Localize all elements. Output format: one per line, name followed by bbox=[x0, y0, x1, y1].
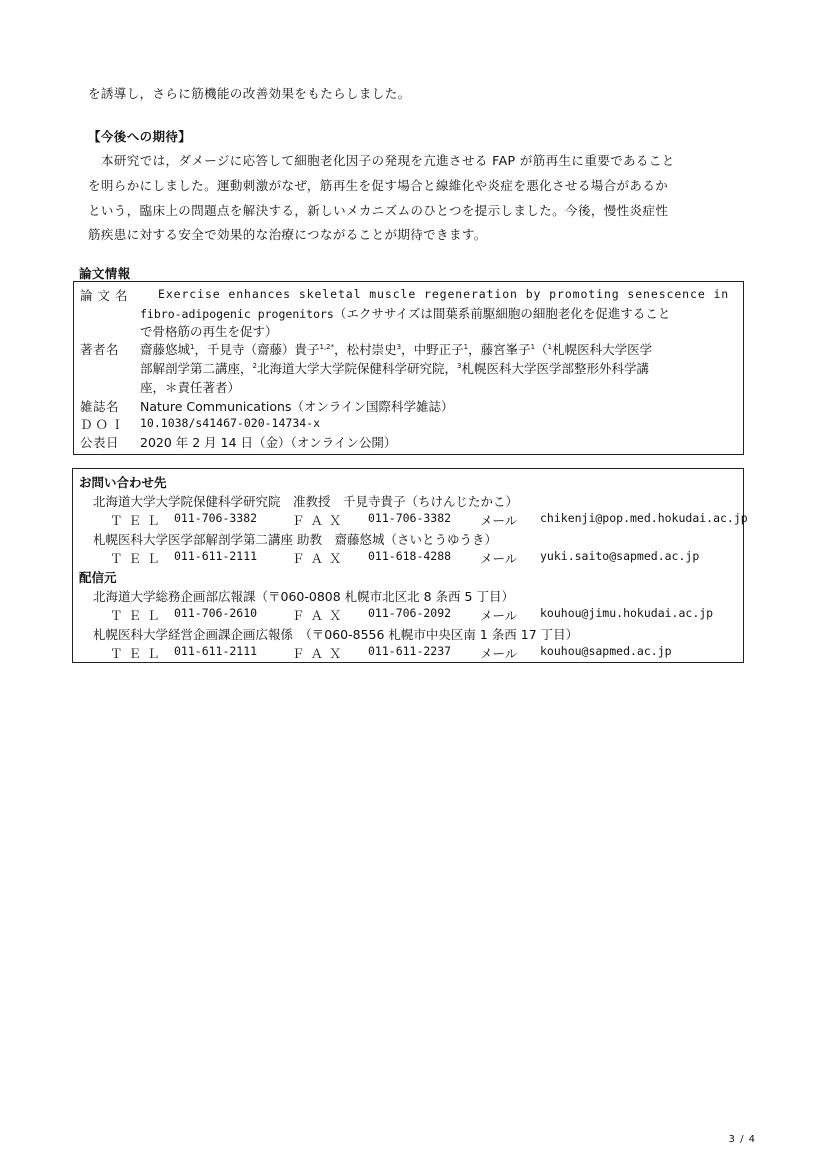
prospects-line: 筋疾患に対する安全で効果的な治療につながることが期待できます。 bbox=[88, 227, 487, 242]
prospects-line: という，臨床上の問題点を解決する，新しいメカニズムのひとつを提示しました。今後，慢性炎症性 bbox=[88, 203, 669, 218]
paper-info-box bbox=[73, 281, 744, 455]
authors-label: 著者名 bbox=[80, 342, 120, 357]
journal-value: Nature Communications（オンライン国際科学雑誌） bbox=[140, 399, 454, 414]
title-label: 論 文 名 bbox=[80, 288, 128, 303]
email-link[interactable]: kouhou@jimu.hokudai.ac.jp bbox=[540, 606, 714, 620]
authors-line-2: 部解剖学第二講座，$^2$北海道大学大学院保健科学研究院，$^3$札幌医科大学医学部整形外科学講 bbox=[140, 361, 649, 376]
title-line-1: Exercise enhances skeletal muscle regeneration by promoting senescence in bbox=[158, 287, 730, 301]
title-line-2: fibro-adipogenic progenitors（エクササイズは間葉系前駆細胞の細胞老化を促進すること bbox=[140, 306, 671, 321]
email-link[interactable]: chikenji@pop.med.hokudai.ac.jp bbox=[540, 511, 748, 525]
doi-label: ＤＯＩ bbox=[80, 417, 127, 432]
distribution-org-1: 北海道大学総務企画部広報課（〒060-0808 札幌市北区北 8 条西 5 丁目） bbox=[93, 589, 514, 604]
doi-value: 10.1038/s41467-020-14734-x bbox=[140, 416, 321, 430]
intro-tail-text: を誘導し，さらに筋機能の改善効果をもたらしました。 bbox=[88, 86, 411, 101]
distribution-heading: 配信元 bbox=[79, 570, 117, 585]
journal-label: 雑誌名 bbox=[80, 399, 120, 414]
prospects-heading: 【今後への期待】 bbox=[88, 129, 192, 144]
prospects-line: を明らかにしました。運動刺激がなぜ，筋再生を促す場合と線維化や炎症を悪化させる場合があるか bbox=[88, 178, 669, 193]
page-number: 3 / 4 bbox=[728, 1134, 756, 1145]
contact-box: お問い合わせ先 北海道大学大学院保健科学研究院 准教授 千見寺貴子（ちけんじたかこ） ＴＥＬ 011-706-3382 ＦＡＸ 011-706-3382 メール chikenji@pop.med.hokudai.ac.jp 札幌医科大学医学部解剖学第二講座 助教 齋藤悠城（さいとうゆうき） ＴＥＬ 011-611-2111 ＦＡＸ 011-618-4288 メール yuki.saito@sapmed.ac.jp 配信元 北海道大学総務企画部広報課（〒060-0808 札幌市北区北 8 条西 5 丁目） ＴＥＬ 011-706-2610 ＦＡＸ 011-706-2092 メール kouhou@jimu.hokudai.ac.jp 札幌医科大学経営企画課企画広報係 （〒060-8556 札幌市中央区南 1 条西 17 丁目） ＴＥＬ 011-611-2111 ＦＡＸ 011-611-2237 メール kouhou@sapmed.ac.jp bbox=[72, 468, 744, 663]
contact-person-1: 北海道大学大学院保健科学研究院 准教授 千見寺貴子（ちけんじたかこ） bbox=[93, 494, 519, 509]
contact-person-2: 札幌医科大学医学部解剖学第二講座 助教 齋藤悠城（さいとうゆうき） bbox=[93, 532, 497, 547]
authors-line-1: 齋藤悠城$^1$，千見寺（齋藤）貴子$^{1,2*}$，松村崇史$^3$，中野正子$^1$，藤宮峯子$^1$（$^1$札幌医科大学医学 bbox=[140, 342, 653, 357]
date-value: 2020 年 2 月 14 日（金）（オンライン公開） bbox=[140, 435, 397, 450]
prospects-line: 本研究では，ダメージに応答して細胞老化因子の発現を亢進させる FAP が筋再生に重要であること bbox=[101, 153, 675, 168]
distribution-org-2: 札幌医科大学経営企画課企画広報係 （〒060-8556 札幌市中央区南 1 条西 17 丁目） bbox=[93, 627, 579, 642]
date-label: 公表日 bbox=[80, 435, 120, 450]
email-link[interactable]: kouhou@sapmed.ac.jp bbox=[540, 644, 672, 658]
contact-heading: お問い合わせ先 bbox=[79, 475, 167, 490]
authors-line-3: 座，＊責任著者） bbox=[140, 380, 241, 395]
paper-info-heading: 論文情報 bbox=[79, 266, 131, 281]
email-link[interactable]: yuki.saito@sapmed.ac.jp bbox=[540, 549, 700, 563]
title-line-3: で骨格筋の再生を促す） bbox=[140, 324, 278, 339]
